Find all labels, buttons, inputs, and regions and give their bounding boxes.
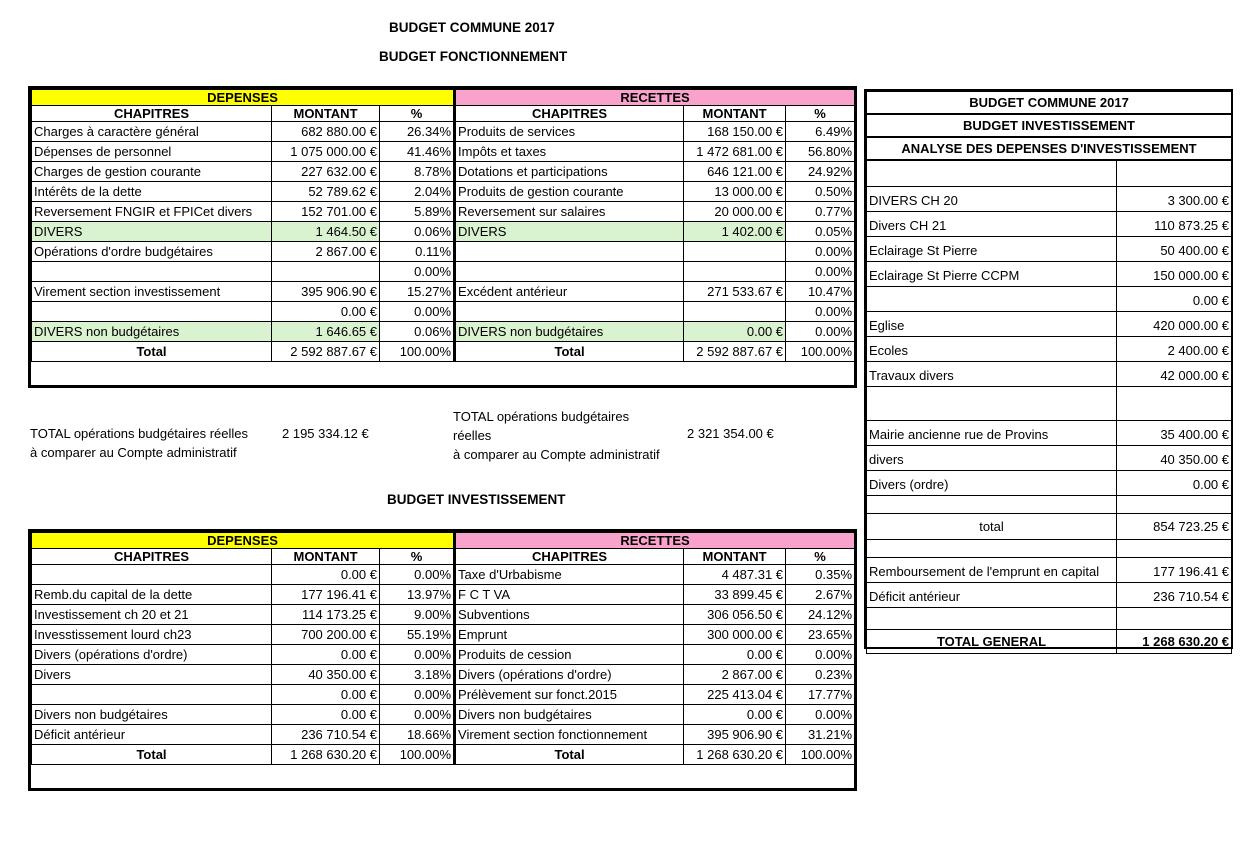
expense-value: 35 400.00 € [1117,420,1232,445]
depense-pct: 8.78% [380,162,455,182]
column-header-chapitres: CHAPITRES [455,106,684,122]
empty-cell [867,386,1117,420]
depense-amount: 2 867.00 € [272,242,380,262]
recette-label: Produits de services [455,122,684,142]
depense-amount: 40 350.00 € [272,665,380,685]
total-recette-pct: 100.00% [786,745,855,765]
recette-amount: 2 867.00 € [684,665,786,685]
table-row [32,242,855,262]
empty-cell [1117,607,1232,629]
note-line: réelles [453,428,492,443]
depense-label: Virement section investissement [32,282,272,302]
subtotal-value: 854 723.25 € [1117,513,1232,539]
table-row [32,685,855,705]
empty-cell [867,495,1117,513]
total-depense-pct: 100.00% [380,342,455,362]
expense-value: 2 400.00 € [1117,336,1232,361]
depense-label: Déficit antérieur [32,725,272,745]
recette-pct: 0.00% [786,645,855,665]
total-depense-amount: 2 592 887.67 € [272,342,380,362]
recette-label: Prélèvement sur fonct.2015 [455,685,684,705]
page-title: BUDGET COMMUNE 2017 [389,20,555,35]
recette-pct: 6.49% [786,122,855,142]
recette-label [455,302,684,322]
expense-value: 0.00 € [1117,286,1232,311]
expense-label: Déficit antérieur [867,582,1117,607]
grand-total-row [867,629,1232,653]
recette-pct: 31.21% [786,725,855,745]
column-header-montant: MONTANT [272,106,380,122]
depense-label [32,685,272,705]
panel-analysis-title: ANALYSE DES DEPENSES D'INVESTISSEMENT [867,137,1232,160]
depense-amount: 52 789.62 € [272,182,380,202]
total-label: Total [32,342,272,362]
depense-pct: 0.00% [380,645,455,665]
recette-amount: 300 000.00 € [684,625,786,645]
depenses-header: DEPENSES [32,90,455,106]
expense-label: DIVERS CH 20 [867,186,1117,211]
depense-amount: 0.00 € [272,645,380,665]
recette-label: DIVERS non budgétaires [455,322,684,342]
recette-label: Reversement sur salaires [455,202,684,222]
recette-pct: 0.00% [786,705,855,725]
empty-cell [867,607,1117,629]
depense-label: Divers (opérations d'ordre) [32,645,272,665]
grand-total-value: 1 268 630.20 € [1117,629,1232,653]
depense-label: Charges de gestion courante [32,162,272,182]
recette-amount: 13 000.00 € [684,182,786,202]
total-reel-recettes-label [453,407,660,464]
expense-label: Divers CH 21 [867,211,1117,236]
recette-pct: 0.00% [786,262,855,282]
depense-amount: 0.00 € [272,685,380,705]
analyse-investissement-panel [864,89,1233,649]
recette-label: Taxe d'Urbabisme [455,565,684,585]
table-row [32,705,855,725]
panel-row [867,311,1232,336]
depense-pct: 0.00% [380,685,455,705]
depense-amount: 395 906.90 € [272,282,380,302]
recette-amount [684,302,786,322]
recette-pct: 2.67% [786,585,855,605]
recette-amount: 1 402.00 € [684,222,786,242]
total-depense-pct: 100.00% [380,745,455,765]
recette-pct: 10.47% [786,282,855,302]
section-title-fonctionnement: BUDGET FONCTIONNEMENT [379,49,568,64]
panel-title: BUDGET COMMUNE 2017 [867,92,1232,115]
expense-value: 42 000.00 € [1117,361,1232,386]
depense-pct: 55.19% [380,625,455,645]
spacer-row [867,607,1232,629]
table-row [32,302,855,322]
table-row [32,665,855,685]
depense-amount: 152 701.00 € [272,202,380,222]
expense-label: Remboursement de l'emprunt en capital [867,557,1117,582]
total-row [32,745,855,765]
depense-label: Charges à caractère général [32,122,272,142]
recette-pct: 56.80% [786,142,855,162]
note-line: TOTAL opérations budgétaires réelles [30,426,248,441]
recette-label: Divers (opérations d'ordre) [455,665,684,685]
table-row [32,625,855,645]
expense-value: 420 000.00 € [1117,311,1232,336]
depense-pct: 2.04% [380,182,455,202]
empty-cell [867,539,1117,557]
expense-label: Mairie ancienne rue de Provins [867,420,1117,445]
recette-amount: 4 487.31 € [684,565,786,585]
panel-row [867,557,1232,582]
depense-pct: 0.00% [380,302,455,322]
panel-row [867,445,1232,470]
total-label: Total [455,342,684,362]
expense-label: Ecoles [867,336,1117,361]
table-row [32,122,855,142]
column-header-montant: MONTANT [684,106,786,122]
expense-value: 40 350.00 € [1117,445,1232,470]
table-row [32,142,855,162]
table-row [32,585,855,605]
depense-label: Opérations d'ordre budgétaires [32,242,272,262]
depense-pct: 5.89% [380,202,455,222]
depense-pct: 0.06% [380,222,455,242]
panel-row [867,236,1232,261]
depenses-header: DEPENSES [32,533,455,549]
depense-label [32,302,272,322]
depense-pct: 0.00% [380,262,455,282]
recette-label: Emprunt [455,625,684,645]
depense-label [32,565,272,585]
recette-label: Excédent antérieur [455,282,684,302]
depense-label: DIVERS non budgétaires [32,322,272,342]
table-row [32,202,855,222]
note-line: à comparer au Compte administratif [453,447,660,462]
panel-row [867,361,1232,386]
total-label: Total [455,745,684,765]
total-reel-depenses-value: 2 195 334.12 € [282,426,369,441]
spacer-row [867,495,1232,513]
depense-amount: 1 646.65 € [272,322,380,342]
depense-amount: 700 200.00 € [272,625,380,645]
recette-amount: 168 150.00 € [684,122,786,142]
total-recette-amount: 1 268 630.20 € [684,745,786,765]
depense-amount: 227 632.00 € [272,162,380,182]
expense-label: Eglise [867,311,1117,336]
recette-amount: 271 533.67 € [684,282,786,302]
expense-label: Divers (ordre) [867,470,1117,495]
table-row [32,182,855,202]
expense-label: Eclairage St Pierre CCPM [867,261,1117,286]
recette-label: DIVERS [455,222,684,242]
depense-label: Remb.du capital de la dette [32,585,272,605]
total-reel-recettes-value: 2 321 354.00 € [687,426,774,441]
recette-pct: 0.50% [786,182,855,202]
recette-label: Impôts et taxes [455,142,684,162]
depense-label: Invesstissement lourd ch23 [32,625,272,645]
column-header-pct: % [380,549,455,565]
recette-amount [684,262,786,282]
fonctionnement-table [28,86,857,388]
column-header-pct: % [786,549,855,565]
table-row [32,605,855,625]
recette-amount: 0.00 € [684,322,786,342]
table-row [32,725,855,745]
table-row [32,222,855,242]
depense-pct: 9.00% [380,605,455,625]
table-row [32,565,855,585]
recette-pct: 0.00% [786,322,855,342]
table-row [32,322,855,342]
recette-pct: 24.92% [786,162,855,182]
panel-row [867,470,1232,495]
table-row [32,282,855,302]
recette-label: F C T VA [455,585,684,605]
recette-label: Divers non budgétaires [455,705,684,725]
recette-pct: 0.05% [786,222,855,242]
table-row [32,645,855,665]
investissement-table [28,529,857,791]
depense-amount: 236 710.54 € [272,725,380,745]
depense-label: Divers [32,665,272,685]
depense-amount: 114 173.25 € [272,605,380,625]
expense-label [867,286,1117,311]
recette-amount: 306 056.50 € [684,605,786,625]
column-header-chapitres: CHAPITRES [32,106,272,122]
column-header-pct: % [380,106,455,122]
depense-pct: 0.00% [380,705,455,725]
recette-amount: 0.00 € [684,705,786,725]
recette-label: Subventions [455,605,684,625]
depense-label: Dépenses de personnel [32,142,272,162]
table-row [32,262,855,282]
depense-pct: 0.06% [380,322,455,342]
depense-pct: 15.27% [380,282,455,302]
empty-cell [1117,495,1232,513]
recette-pct: 0.00% [786,242,855,262]
depense-label: Investissement ch 20 et 21 [32,605,272,625]
recette-pct: 24.12% [786,605,855,625]
expense-value: 236 710.54 € [1117,582,1232,607]
depense-label: Divers non budgétaires [32,705,272,725]
panel-row [867,420,1232,445]
panel-row [867,336,1232,361]
expense-label: divers [867,445,1117,470]
expense-value: 150 000.00 € [1117,261,1232,286]
depense-amount: 0.00 € [272,705,380,725]
recette-amount: 225 413.04 € [684,685,786,705]
expense-label: Travaux divers [867,361,1117,386]
depense-pct: 41.46% [380,142,455,162]
depense-pct: 18.66% [380,725,455,745]
recette-label [455,242,684,262]
panel-subtitle: BUDGET INVESTISSEMENT [867,114,1232,137]
depense-label: Intérêts de la dette [32,182,272,202]
depense-label: Reversement FNGIR et FPICet divers [32,202,272,222]
recette-pct: 0.23% [786,665,855,685]
panel-row [867,186,1232,211]
recette-amount: 646 121.00 € [684,162,786,182]
spacer-row [867,386,1232,420]
depense-pct: 13.97% [380,585,455,605]
total-label: Total [32,745,272,765]
recette-pct: 0.77% [786,202,855,222]
expense-value: 0.00 € [1117,470,1232,495]
depense-label: DIVERS [32,222,272,242]
panel-row [867,286,1232,311]
depense-amount: 0.00 € [272,565,380,585]
depense-pct: 0.00% [380,565,455,585]
recettes-header: RECETTES [455,90,855,106]
depense-amount: 177 196.41 € [272,585,380,605]
recette-label: Dotations et participations [455,162,684,182]
column-header-chapitres: CHAPITRES [32,549,272,565]
subtotal-row [867,513,1232,539]
expense-label: Eclairage St Pierre [867,236,1117,261]
depense-pct: 26.34% [380,122,455,142]
recette-pct: 23.65% [786,625,855,645]
depense-pct: 0.11% [380,242,455,262]
recette-amount [684,242,786,262]
column-header-chapitres: CHAPITRES [455,549,684,565]
depense-label [32,262,272,282]
total-depense-amount: 1 268 630.20 € [272,745,380,765]
empty-cell [1117,539,1232,557]
depense-amount: 0.00 € [272,302,380,322]
empty-cell [1117,386,1232,420]
note-line: à comparer au Compte administratif [30,445,237,460]
subtotal-label: total [867,513,1117,539]
table-row [32,162,855,182]
expense-value: 3 300.00 € [1117,186,1232,211]
depense-amount: 1 464.50 € [272,222,380,242]
recette-amount: 395 906.90 € [684,725,786,745]
column-header-montant: MONTANT [684,549,786,565]
recette-pct: 0.00% [786,302,855,322]
expense-value: 50 400.00 € [1117,236,1232,261]
section-title-investissement: BUDGET INVESTISSEMENT [387,492,566,507]
spacer-row [867,160,1232,186]
panel-row [867,582,1232,607]
panel-row [867,211,1232,236]
recette-label: Produits de gestion courante [455,182,684,202]
depense-amount: 1 075 000.00 € [272,142,380,162]
column-header-montant: MONTANT [272,549,380,565]
total-reel-depenses-label [30,424,248,462]
recette-label: Virement section fonctionnement [455,725,684,745]
column-header-pct: % [786,106,855,122]
expense-value: 110 873.25 € [1117,211,1232,236]
recette-label [455,262,684,282]
recette-pct: 17.77% [786,685,855,705]
recette-amount: 1 472 681.00 € [684,142,786,162]
total-recette-pct: 100.00% [786,342,855,362]
depense-pct: 3.18% [380,665,455,685]
total-row [32,342,855,362]
recette-amount: 20 000.00 € [684,202,786,222]
recettes-header: RECETTES [455,533,855,549]
recette-label: Produits de cession [455,645,684,665]
depense-amount: 682 880.00 € [272,122,380,142]
recette-amount: 0.00 € [684,645,786,665]
empty-cell [1117,160,1232,186]
expense-value: 177 196.41 € [1117,557,1232,582]
recette-pct: 0.35% [786,565,855,585]
empty-cell [867,160,1117,186]
panel-row [867,261,1232,286]
spacer-row [867,539,1232,557]
recette-amount: 33 899.45 € [684,585,786,605]
depense-amount [272,262,380,282]
grand-total-label: TOTAL GENERAL [867,629,1117,653]
note-line: TOTAL opérations budgétaires [453,409,630,424]
total-recette-amount: 2 592 887.67 € [684,342,786,362]
